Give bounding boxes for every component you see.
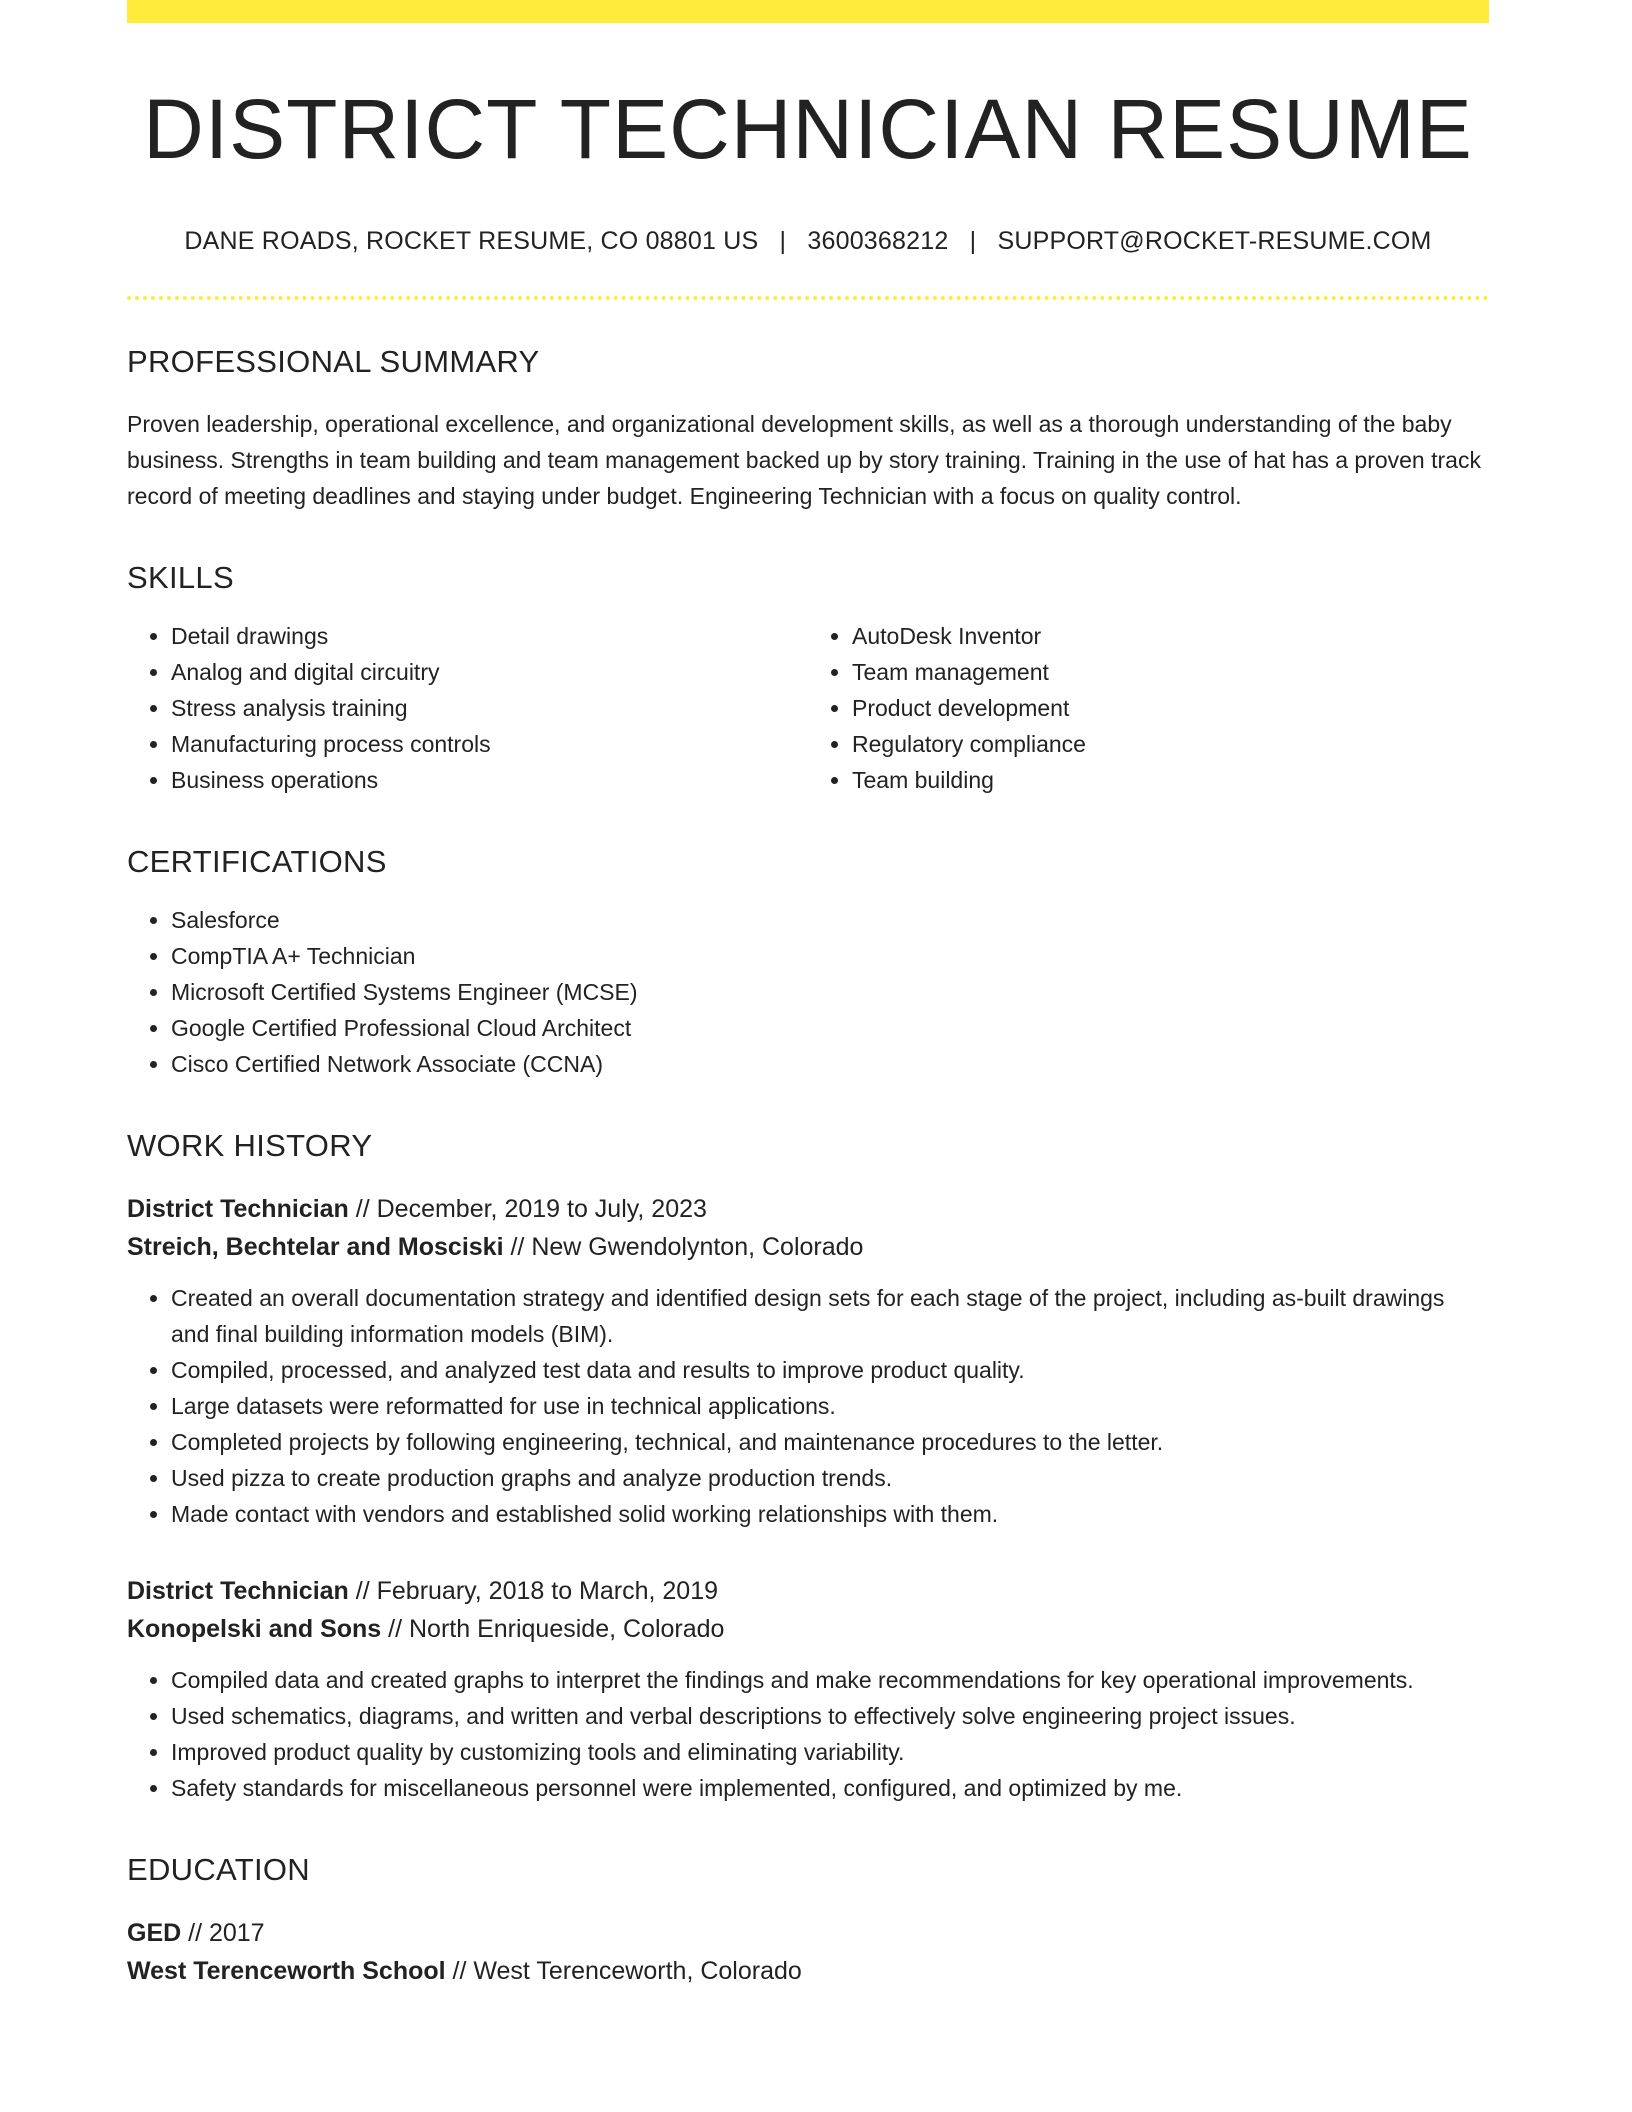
skills-columns [127, 618, 1489, 798]
list-item: • Stress analysis training [171, 690, 808, 726]
list-item: • Microsoft Certified Systems Engineer (MCSE) [171, 974, 1489, 1010]
job-title-line [127, 1190, 1489, 1228]
list-item: • Salesforce [171, 902, 1489, 938]
job-title: District Technician [127, 1195, 349, 1224]
job-location: // North Enriqueside, Colorado [381, 1615, 725, 1644]
list-item: • Analog and digital circuitry [171, 654, 808, 690]
resume-title: DISTRICT TECHNICIAN RESUME [143, 82, 1473, 176]
job-entry [127, 1572, 1489, 1806]
list-item: • Safety standards for miscellaneous personnel were implemented, configured, and optimized by me. [171, 1770, 1489, 1806]
list-item: • Cisco Certified Network Associate (CCNA) [171, 1046, 1489, 1082]
education-school: West Terenceworth School [127, 1957, 446, 1986]
dotted-divider [127, 296, 1489, 300]
list-item: • Compiled data and created graphs to interpret the findings and make recommendations for key operational improvements. [171, 1662, 1489, 1698]
contact-address: DANE ROADS, ROCKET RESUME, CO 08801 US [184, 227, 759, 256]
job-title-line [127, 1572, 1489, 1610]
list-item: • Detail drawings [171, 618, 808, 654]
job-dates: // February, 2018 to March, 2019 [348, 1577, 719, 1606]
list-item: • Compiled, processed, and analyzed test data and results to improve product quality. [171, 1352, 1489, 1388]
skills-section [127, 560, 1489, 798]
list-item: • Manufacturing process controls [171, 726, 808, 762]
contact-phone: 3600368212 [807, 227, 949, 256]
list-item: • Improved product quality by customizing tools and eliminating variability. [171, 1734, 1489, 1770]
list-item: • Business operations [171, 762, 808, 798]
work-history-section [127, 1128, 1489, 1806]
certifications-list [127, 902, 1489, 1082]
section-heading: WORK HISTORY [127, 1128, 373, 1164]
section-heading: EDUCATION [127, 1852, 310, 1888]
list-item: • Team management [852, 654, 1489, 690]
list-item: • Made contact with vendors and established solid working relationships with them. [171, 1496, 1489, 1532]
contact-email: SUPPORT@ROCKET-RESUME.COM [997, 227, 1432, 256]
list-item: • Regulatory compliance [852, 726, 1489, 762]
job-entry [127, 1190, 1489, 1532]
section-heading: SKILLS [127, 560, 234, 596]
list-item: • Used schematics, diagrams, and written and verbal descriptions to effectively solve engineering project issues. [171, 1698, 1489, 1734]
skills-list-right [808, 618, 1489, 798]
job-company-line [127, 1228, 1489, 1266]
list-item: • Used pizza to create production graphs and analyze production trends. [171, 1460, 1489, 1496]
skills-list-left [127, 618, 808, 798]
education-entry [127, 1914, 1489, 1990]
job-location: // New Gwendolynton, Colorado [503, 1233, 864, 1262]
job-bullets [127, 1662, 1489, 1806]
list-item: • Completed projects by following engineering, technical, and maintenance procedures to the letter. [171, 1424, 1489, 1460]
resume-page [127, 0, 1489, 1990]
job-company: Konopelski and Sons [127, 1615, 382, 1644]
top-accent-bar [127, 0, 1489, 23]
section-heading: PROFESSIONAL SUMMARY [127, 344, 540, 380]
education-degree: GED [127, 1919, 182, 1948]
contact-separator: | [779, 227, 787, 256]
contact-separator: | [969, 227, 977, 256]
education-degree-line [127, 1914, 1489, 1952]
list-item: • Team building [852, 762, 1489, 798]
list-item: • Large datasets were reformatted for use in technical applications. [171, 1388, 1489, 1424]
job-company: Streich, Bechtelar and Mosciski [127, 1233, 504, 1262]
job-company-line [127, 1610, 1489, 1648]
education-section [127, 1852, 1489, 1990]
list-item: • Product development [852, 690, 1489, 726]
education-year: // 2017 [181, 1919, 265, 1948]
summary-section [127, 344, 1489, 514]
certifications-section [127, 844, 1489, 1082]
job-bullets [127, 1280, 1489, 1532]
section-heading: CERTIFICATIONS [127, 844, 387, 880]
list-item: • Created an overall documentation strategy and identified design sets for each stage of the project, including as-built drawings and final building information models (BIM). [171, 1280, 1489, 1352]
contact-line [127, 227, 1489, 256]
summary-text: Proven leadership, operational excellence, and organizational development skills, as well as a thorough understanding of the baby business. Strengths in team building and team management backed up by story training. Training in the use of hat has a proven track record of meeting deadlines and staying under budget. Engineering Technician with a focus on quality control. [127, 411, 1481, 510]
list-item: • Google Certified Professional Cloud Architect [171, 1010, 1489, 1046]
job-dates: // December, 2019 to July, 2023 [348, 1195, 707, 1224]
list-item: • CompTIA A+ Technician [171, 938, 1489, 974]
education-school-line [127, 1952, 1489, 1990]
job-title: District Technician [127, 1577, 349, 1606]
education-location: // West Terenceworth, Colorado [445, 1957, 802, 1986]
list-item: • AutoDesk Inventor [852, 618, 1489, 654]
